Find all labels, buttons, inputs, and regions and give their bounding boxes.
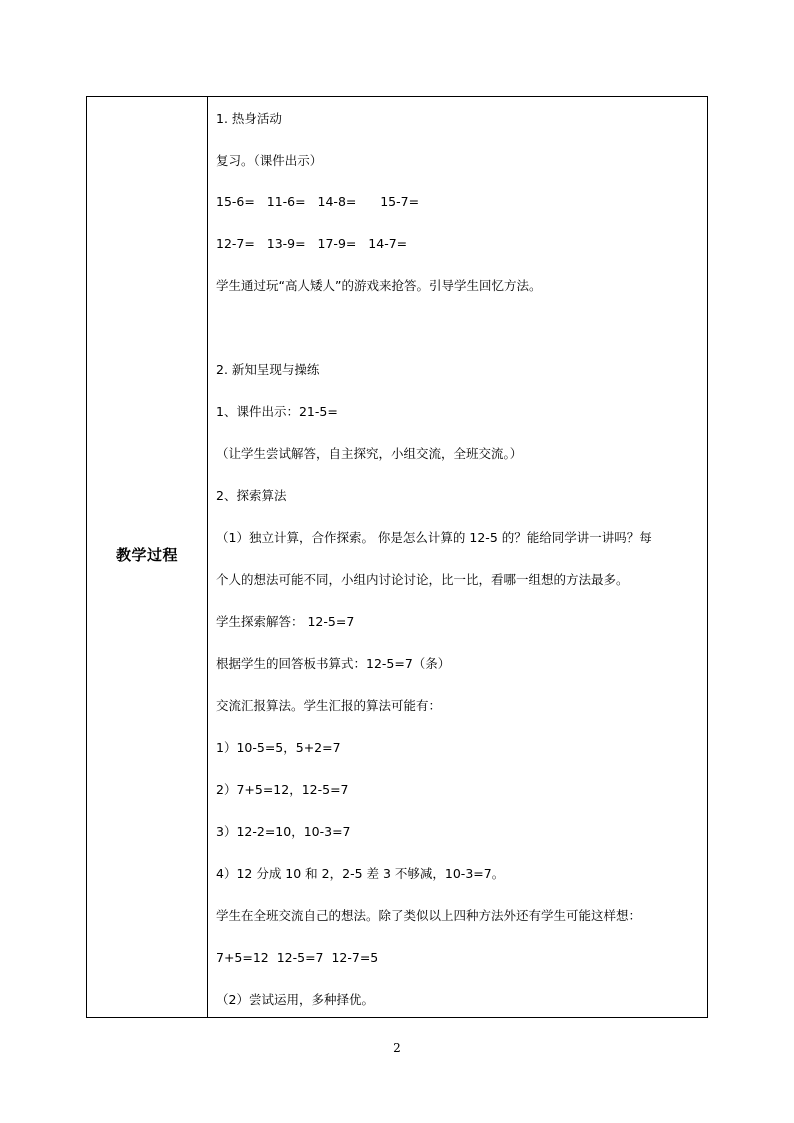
content-line-attempt: （让学生尝试解答，自主探究，小组交流，全班交流。） bbox=[216, 446, 523, 461]
content-line-method-4: 4）12 分成 10 和 2，2-5 差 3 不够减，10-3=7。 bbox=[216, 866, 505, 881]
content-line-explore-heading: 2、探索算法 bbox=[216, 488, 287, 503]
content-line-method-3: 3）12-2=10，10-3=7 bbox=[216, 824, 351, 839]
content-line-method-1: 1）10-5=5，5+2=7 bbox=[216, 740, 341, 755]
content-cell bbox=[208, 97, 707, 1017]
content-line-board-formula: 根据学生的回答板书算式：12-5=7（条） bbox=[216, 656, 451, 671]
content-line-exercises-2: 12-7= 13-9= 17-9= 14-7= bbox=[216, 236, 408, 251]
content-line-report: 交流汇报算法。学生汇报的算法可能有： bbox=[216, 698, 442, 713]
content-line-warmup-heading: 1. 热身活动 bbox=[216, 111, 282, 126]
content-line-courseware: 1、课件出示：21-5= bbox=[216, 404, 338, 419]
content-line-independent-1: （1）独立计算，合作探索。 你是怎么计算的 12-5 的？能给同学讲一讲吗？每 bbox=[216, 530, 652, 545]
content-line-method-2: 2）7+5=12，12-5=7 bbox=[216, 782, 349, 797]
content-line-new-knowledge-heading: 2. 新知呈现与操练 bbox=[216, 362, 320, 377]
page-number: 2 bbox=[393, 1041, 401, 1055]
section-label: 教学过程 bbox=[115, 545, 178, 564]
section-label-cell bbox=[87, 97, 208, 1017]
content-line-practice: （2）尝试运用，多种择优。 bbox=[216, 992, 374, 1007]
content-line-alt-method: 7+5=12 12-5=7 12-7=5 bbox=[216, 950, 379, 965]
content-line-exercises-1: 15-6= 11-6= 14-8= 15-7= bbox=[216, 194, 420, 209]
content-line-review: 复习。（课件出示） bbox=[216, 153, 323, 168]
content-line-game: 学生通过玩“高人矮人”的游戏来抢答。引导学生回忆方法。 bbox=[216, 278, 542, 293]
content-line-class-exchange: 学生在全班交流自己的想法。除了类似以上四种方法外还有学生可能这样想： bbox=[216, 908, 642, 923]
content-line-student-answer: 学生探索解答： 12-5=7 bbox=[216, 614, 355, 629]
content-line-independent-2: 个人的想法可能不同，小组内讨论讨论，比一比，看哪一组想的方法最多。 bbox=[216, 572, 629, 587]
lesson-table bbox=[86, 96, 708, 1018]
